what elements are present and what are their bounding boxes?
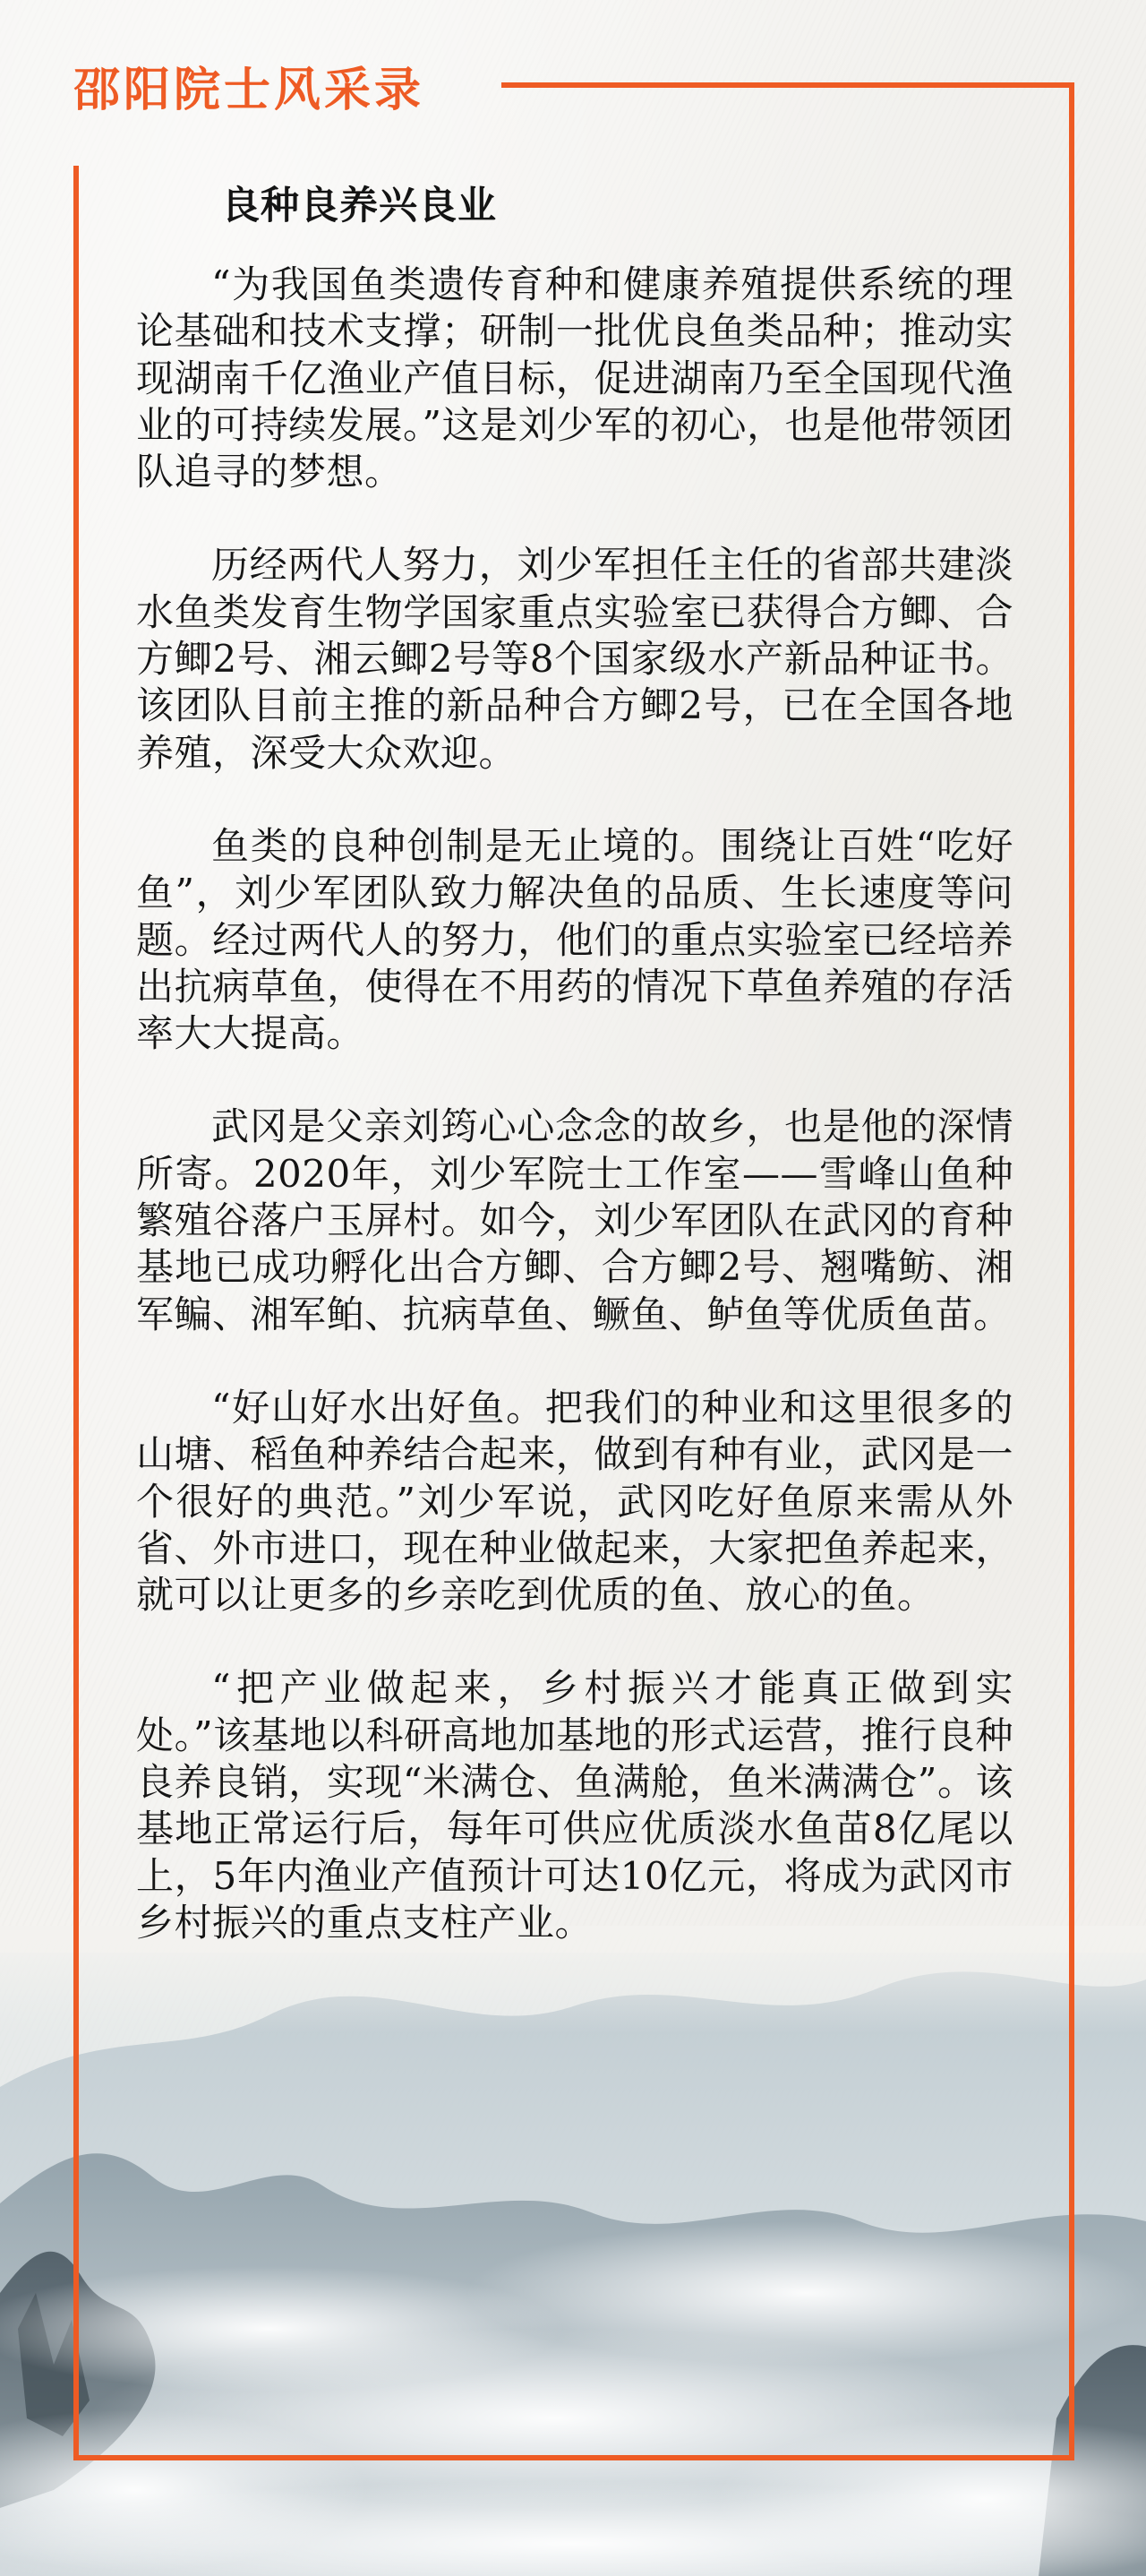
paragraph: 武冈是父亲刘筠心心念念的故乡，也是他的深情所寄。2020年，刘少军院士工作室——雪峰山鱼种繁殖谷落户玉屏村。如今，刘少军团队在武冈的育种基地已成功孵化出合方鲫、合方鲫2号、翘嘴鲂、湘军鳊、湘军鲌、抗病草鱼、鳜鱼、鲈鱼等优质鱼苗。 — [136, 1104, 1013, 1336]
paragraph: “为我国鱼类遗传育种和健康养殖提供系统的理论基础和技术支撑；研制一批优良鱼类品种；推动实现湖南千亿渔业产值目标，促进湖南乃至全国现代渔业的可持续发展。”这是刘少军的初心，也是他带领团队追寻的梦想。 — [136, 262, 1013, 494]
paragraph: 鱼类的良种创制是无止境的。围绕让百姓“吃好鱼”，刘少军团队致力解决鱼的品质、生长速度等问题。经过两代人的努力，他们的重点实验室已经培养出抗病草鱼，使得在不用药的情况下草鱼养殖的存活率大大提高。 — [136, 823, 1013, 1056]
frame-right-line — [1069, 82, 1074, 2460]
frame-left-line — [73, 166, 79, 2460]
frame-bottom-line — [73, 2455, 1074, 2460]
article-body — [136, 170, 1013, 1993]
article-title: 良种良养兴良业 — [221, 184, 497, 228]
column-title: 邵阳院士风采录 — [73, 64, 425, 117]
paragraph: “好山好水出好鱼。把我们的种业和这里很多的山塘、稻鱼种养结合起来，做到有种有业，武冈是一个很好的典范。”刘少军说，武冈吃好鱼原来需从外省、外市进口，现在种业做起来，大家把鱼养起来，就可以让更多的乡亲吃到优质的鱼、放心的鱼。 — [136, 1385, 1013, 1618]
frame-top-line — [501, 82, 1074, 88]
paragraph: 历经两代人努力，刘少军担任主任的省部共建淡水鱼类发育生物学国家重点实验室已获得合方鲫、合方鲫2号、湘云鲫2号等8个国家级水产新品种证书。该团队目前主推的新品种合方鲫2号，已在全国各地养殖，深受大众欢迎。 — [136, 543, 1013, 775]
paragraph: “把产业做起来，乡村振兴才能真正做到实处。”该基地以科研高地加基地的形式运营，推行良种良养良销，实现“米满仓、鱼满舱，鱼米满满仓”。该基地正常运行后，每年可供应优质淡水鱼苗8亿尾以上，5年内渔业产值预计可达10亿元，将成为武冈市乡村振兴的重点支柱产业。 — [136, 1666, 1013, 1945]
